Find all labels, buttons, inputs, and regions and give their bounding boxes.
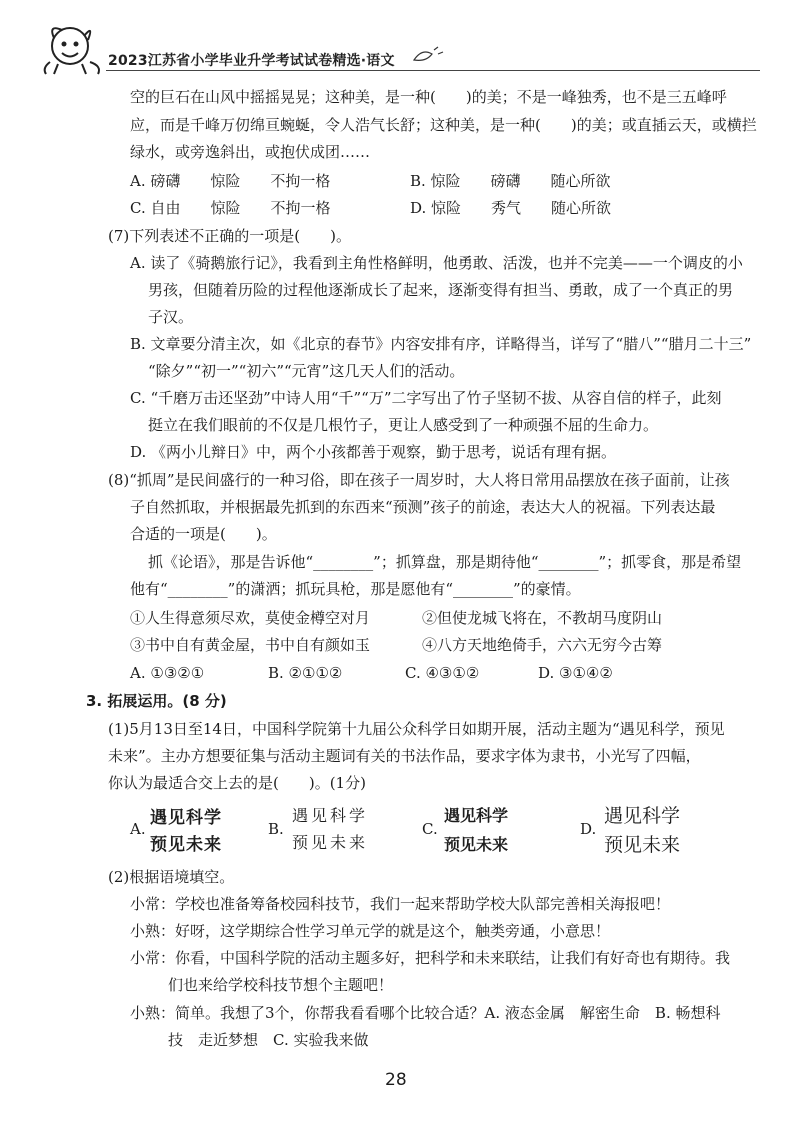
question-stem: (8)“抓周”是民间盛行的一种习俗，即在孩子一周岁时，大人将日常用品摆放在孩子面前，让孩 bbox=[108, 471, 730, 489]
quote-option-4: ④八方天地绝倚手，六六无穷今古筹 bbox=[422, 636, 663, 654]
question-stem-cont: 你认为最适合交上去的是( )。(1分) bbox=[108, 774, 366, 792]
seal-script-line2: 预见未来 bbox=[150, 835, 222, 855]
dialogue-line-cont: 技 走近梦想 C. 实验我来做 bbox=[168, 1031, 369, 1049]
dialogue-line: 小熟：好呀，这学期综合性学习单元学的就是这个，触类旁通，小意思！ bbox=[130, 922, 611, 940]
question-stem-cont: 子自然抓取，并根据最先抓到的东西来“预测”孩子的前途，表达大人的祝福。下列表达最 bbox=[130, 498, 716, 516]
quote-option-1: ①人生得意须尽欢，莫使金樽空对月 bbox=[130, 609, 371, 627]
passage-line: 绿水，或旁逸斜出，或抱伏成团…… bbox=[130, 143, 371, 161]
option-b: B. 文章要分清主次，如《北京的春节》内容安排有序，详略得当，详写了“腊八”“腊月二十三” bbox=[130, 335, 752, 353]
seal-script-line1: 遇见科学 bbox=[150, 808, 222, 828]
dialogue-line: 小熟：简单。我想了3个，你帮我看看哪个比较合适？A. 液态金属 解密生命 B. 畅想科 bbox=[130, 1004, 721, 1022]
calligraphy-label-d: D. bbox=[580, 820, 597, 838]
dialogue-line: 小常：学校也准备筹备校园科技节，我们一起来帮助学校大队部完善相关海报吧！ bbox=[130, 895, 671, 913]
question-stem: (1)5月13日至14日，中国科学院第十九届公众科学日如期开展，活动主题为“遇见科学，预见 bbox=[108, 720, 725, 738]
option-b-cont: “除夕”“初一”“初六”“元宵”这几天人们的活动。 bbox=[148, 362, 465, 380]
leaf-decoration-icon bbox=[408, 44, 448, 66]
calligraphy-label-b: B. bbox=[268, 820, 284, 838]
passage-line: 应，而是千峰万仞绵亘蜿蜒，令人浩气长舒；这种美，是一种( )的美；或直插云天，或横拦 bbox=[130, 116, 757, 134]
option-c: C. “千磨万击还坚劲”中诗人用“千”“万”二字写出了竹子坚韧不拔、从容自信的样子，此刻 bbox=[130, 389, 722, 407]
regular-script-line2: 预见未来 bbox=[604, 834, 681, 856]
fill-blank-passage: 他有“________”的潇洒；抓玩具枪，那是愿他有“________”的豪情。 bbox=[130, 580, 581, 598]
question-stem-cont: 合适的一项是( )。 bbox=[130, 525, 277, 543]
section-title: 3. 拓展运用。(8 分) bbox=[86, 692, 227, 710]
regular-script-line1: 遇见科学 bbox=[604, 805, 681, 827]
cursive-script-line2: 预见未来 bbox=[292, 833, 369, 852]
calligraphy-label-a: A. bbox=[130, 820, 146, 838]
answer-c: C. ④③①② bbox=[405, 664, 480, 682]
question-stem: (2)根据语境填空。 bbox=[108, 868, 235, 886]
option-a: A. 磅礴 惊险 不拘一格 bbox=[130, 172, 331, 190]
option-b: B. 惊险 磅礴 随心所欲 bbox=[410, 172, 611, 190]
option-c: C. 自由 惊险 不拘一格 bbox=[130, 199, 331, 217]
question-stem-cont: 未来”。主办方想要征集与活动主题词有关的书法作品，要求字体为隶书，小光写了四幅， bbox=[108, 747, 701, 765]
quote-option-2: ②但使龙城飞将在，不教胡马度阴山 bbox=[422, 609, 663, 627]
calligraphy-label-c: C. bbox=[422, 820, 438, 838]
option-a: A. 读了《骑鹅旅行记》，我看到主角性格鲜明，他勇敢、活泼，也并不完美——一个调皮的小 bbox=[130, 254, 743, 272]
header-rule bbox=[106, 70, 760, 71]
option-a-cont: 男孩，但随着历险的过程他逐渐成长了起来，逐渐变得有担当、勇敢，成了一个真正的男 bbox=[148, 281, 734, 299]
passage-line: 空的巨石在山风中摇摇晃晃；这种美，是一种( )的美；不是一峰独秀，也不是三五峰呼 bbox=[130, 88, 727, 106]
option-d: D. 惊险 秀气 随心所欲 bbox=[410, 199, 612, 217]
option-d: D. 《两小儿辩日》中，两个小孩都善于观察，勤于思考，说话有理有据。 bbox=[130, 443, 617, 461]
answer-b: B. ②①①② bbox=[268, 664, 343, 682]
cursive-script-line1: 遇见科学 bbox=[292, 806, 369, 825]
clerical-script-line2: 预见未来 bbox=[444, 835, 509, 854]
clerical-script-line1: 遇见科学 bbox=[444, 806, 509, 825]
answer-d: D. ③①④② bbox=[538, 664, 613, 682]
dialogue-line: 小常：你看，中国科学院的活动主题多好，把科学和未来联结，让我们有好奇也有期待。我 bbox=[130, 949, 731, 967]
page-number: 28 bbox=[385, 1070, 407, 1090]
option-a-cont: 子汉。 bbox=[148, 308, 194, 326]
quote-option-3: ③书中自有黄金屋，书中自有颜如玉 bbox=[130, 636, 371, 654]
fill-blank-passage: 抓《论语》，那是告诉他“________”；抓算盘，那是期待他“________”；抓零食，那是希望 bbox=[148, 553, 742, 571]
answer-a: A. ①③②① bbox=[130, 664, 205, 682]
option-c-cont: 挺立在我们眼前的不仅是几根竹子，更让人感受到了一种顽强不屈的生命力。 bbox=[148, 416, 659, 434]
dialogue-line-cont: 们也来给学校科技节想个主题吧！ bbox=[168, 976, 394, 994]
header-title: 2023江苏省小学毕业升学考试试卷精选·语文 bbox=[108, 53, 395, 69]
question-stem: (7)下列表述不正确的一项是( )。 bbox=[108, 227, 351, 245]
cartoon-mascot-icon bbox=[40, 18, 106, 76]
page-header bbox=[40, 18, 760, 78]
